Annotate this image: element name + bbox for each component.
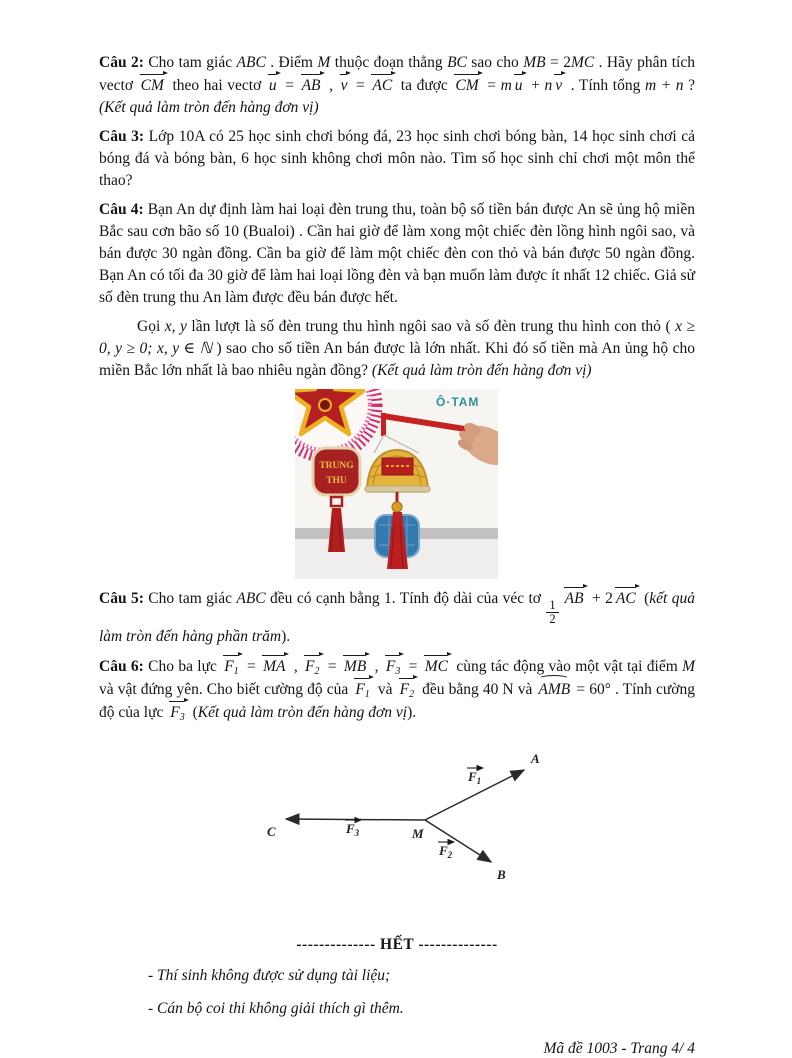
question-4-continued: Gọi x, y lần lượt là số đèn trung thu hình ngôi sao và số đèn trung thu hình con thỏ ( x ≥ 0, y ≥ 0; x, y ∈ ℕ ) sao cho số tiền An bán được là lớn nhất. Khi đó số tiền mà An ủng hộ cho miền Bắc lớn nhất là bao nhiêu ngàn đồng? (Kết quả làm tròn đến hàng đơn vị) [99, 318, 696, 379]
vector-f2 [425, 820, 491, 862]
exam-note-2: - Cán bộ coi thi không giải thích gì thêm. [148, 1000, 404, 1017]
force-diagram [240, 748, 570, 900]
label-b: B [497, 867, 506, 882]
sign-text-bottom: THU [326, 476, 347, 486]
sign-text-top: TRUNG [319, 461, 354, 471]
question-4: Câu 4: Bạn An dự định làm hai loại đèn trung thu, toàn bộ số tiền bán được An sẽ ủng hộ miền Bắc sau cơn bão số 10 (Bualoi) . Cần hai giờ để làm xong một chiếc đèn lồng hình ngôi sao, và bán được 30 ngàn đồng. Cần ba giờ để làm một chiếc đèn con thỏ và bán được 50 ngàn đồng. Bạn An có tối đa 30 giờ để làm hai loại lồng đèn và bạn muốn làm được ít nhất 12 chiếc. Giả sử số đèn trung thu An làm được đều bán được hết. [99, 201, 695, 306]
question-3: Câu 3: Lớp 10A có 25 học sinh chơi bóng đá, 23 học sinh chơi bóng bàn, 14 học sinh chơi cả bóng đá và bóng bàn, 6 học sinh không chơi môn nào. Tìm số học sinh chỉ chơi một môn thể thao? [99, 128, 695, 189]
svg-text:F3: $F_3$ [346, 821, 360, 838]
page-content [99, 52, 695, 1058]
label-a: A [531, 751, 540, 766]
label-m: M [412, 826, 424, 841]
force-diagram-svg [240, 748, 570, 900]
svg-text:F2: $F_2$ [439, 843, 453, 860]
label-f3 [345, 820, 361, 838]
label-f2 [438, 842, 454, 860]
lantern-photo-illustration [295, 389, 498, 579]
lantern-photo [295, 389, 498, 579]
exam-note-1: - Thí sinh không được sử dụng tài liệu; [148, 967, 391, 984]
otam-logo: Ô·TAM [436, 395, 480, 409]
end-marker: -------------- HẾT -------------- [296, 936, 498, 953]
label-c: C [267, 824, 276, 839]
page-footer: Mã đề 1003 - Trang 4/ 4 [543, 1040, 695, 1057]
svg-text:F1: $F_1$ [468, 769, 482, 786]
question-5: Câu 5: Cho tam giác ABC đều có cạnh bằng 1. Tính độ dài của véc tơ $\frac{1}{2}$ AB + 2 AC (kết quả làm tròn đến hàng phần trăm). [99, 587, 695, 648]
question-6: Câu 6: Cho ba lực $F_1$ = MA , $F_2$ = MB , $F_3$ = MC cùng tác động vào một vật tại điểm M và vật đứng yên. Cho biết cường độ của $F_1$ và $F_2$ đều bằng 40 N và AMB = 60° . Tính cường độ của lực $F_3$ (Kết quả làm tròn đến hàng đơn vị). [99, 655, 695, 724]
label-f1 [467, 768, 483, 786]
question-2: Câu 2: Cho tam giác ABC . Điểm M thuộc đoạn thẳng BC sao cho MB = 2MC . Hãy phân tích vectơ CM theo hai vectơ u = AB , v = AC ta được CM = m u + n v . Tính tổng m + n ?(Kết quả làm tròn đến hàng đơn vị) [99, 54, 696, 116]
